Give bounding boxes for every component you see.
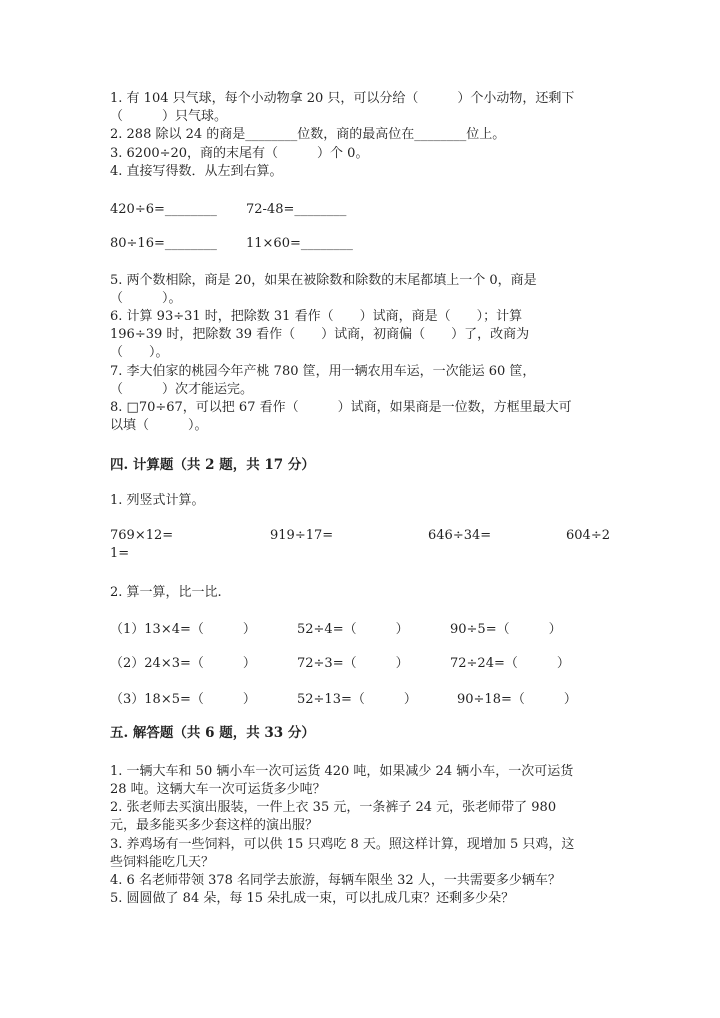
fill-line-6: 5. 两个数相除，商是 20，如果在被除数和除数的末尾都填上一个 0，商是 [110, 273, 537, 288]
section4-q2: 2. 算一算，比一比. [110, 585, 222, 600]
calc-1-1: 420÷6=________ [110, 202, 217, 217]
answer-line-6: 些饲料能吃几天？ [110, 855, 215, 870]
compare-2-1: （2）24×3=（ ） [110, 656, 256, 671]
compare-1-1: （1）13×4=（ ） [110, 622, 256, 637]
calc-2-1: 80÷16=________ [110, 236, 217, 251]
calc-2-2: 11×60=________ [246, 236, 353, 251]
compare-3-1: （3）18×5=（ ） [110, 692, 256, 707]
fill-line-1: 1. 有 104 只气球，每个小动物拿 20 只，可以分给（ ）个小动物，还剩下 [110, 91, 575, 106]
answer-line-8: 5. 圆圆做了 84 朵，每 15 朵扎成一束，可以扎成几束？还剩多少朵？ [110, 891, 515, 906]
vertical-calc-3: 646÷34= [428, 528, 492, 543]
compare-3-2: 52÷13=（ ） [297, 692, 417, 707]
compare-2-3: 72÷24=（ ） [450, 656, 570, 671]
fill-line-12: （ ）次才能运完。 [110, 382, 254, 397]
fill-line-14: 以填（ ）。 [110, 418, 208, 433]
answer-line-2: 28 吨。这辆大车一次可运货多少吨？ [110, 782, 326, 797]
answer-line-3: 2. 张老师去买演出服装，一件上衣 35 元，一条裤子 24 元，张老师带了 980 [110, 800, 557, 815]
fill-line-10: （ ）。 [110, 345, 169, 360]
fill-line-13: 8. □70÷67，可以把 67 看作（ ）试商，如果商是一位数，方框里最大可 [110, 400, 572, 415]
fill-line-3: 2. 288 除以 24 的商是________位数，商的最高位在________位上。 [110, 127, 506, 142]
fill-line-8: 6. 计算 93÷31 时，把除数 31 看作（ ）试商，商是（ ）；计算 [110, 309, 523, 324]
answer-line-1: 1. 一辆大车和 50 辆小车一次可运货 420 吨，如果减少 24 辆小车，一次可运货 [110, 764, 574, 779]
fill-line-7: （ ）。 [110, 291, 182, 306]
section4-heading: 四. 计算题（共 2 题，共 17 分） [110, 457, 315, 473]
fill-line-5: 4. 直接写得数．从左到右算。 [110, 164, 283, 179]
vertical-calc-4-wrap: 1= [110, 546, 130, 561]
section4-q1: 1. 列竖式计算。 [110, 493, 205, 508]
compare-1-3: 90÷5=（ ） [450, 622, 562, 637]
fill-line-4: 3. 6200÷20，商的末尾有（ ）个 0。 [110, 146, 369, 161]
vertical-calc-1: 769×12= [110, 528, 174, 543]
answer-line-4: 元，最多能买多少套这样的演出服？ [110, 818, 319, 833]
answer-line-5: 3. 养鸡场有一些饲料，可以供 15 只鸡吃 8 天。照这样计算，现增加 5 只鸡，这 [110, 837, 575, 852]
compare-3-3: 90÷18=（ ） [457, 692, 577, 707]
answer-line-7: 4. 6 名老师带领 378 名同学去旅游，每辆车限坐 32 人，一共需要多少辆车？ [110, 873, 561, 888]
fill-line-11: 7. 李大伯家的桃园今年产桃 780 筐，用一辆农用车运，一次能运 60 筐， [110, 364, 536, 379]
compare-2-2: 72÷3=（ ） [297, 656, 409, 671]
vertical-calc-2: 919÷17= [270, 528, 334, 543]
fill-line-9: 196÷39 时，把除数 39 看作（ ）试商，初商偏（ ）了，改商为 [110, 327, 530, 342]
calc-1-2: 72-48=________ [246, 202, 347, 217]
compare-1-2: 52÷4=（ ） [297, 622, 409, 637]
vertical-calc-4: 604÷2 [566, 528, 610, 543]
fill-line-2: （ ）只气球。 [110, 109, 228, 124]
section5-heading: 五. 解答题（共 6 题，共 33 分） [110, 725, 315, 741]
